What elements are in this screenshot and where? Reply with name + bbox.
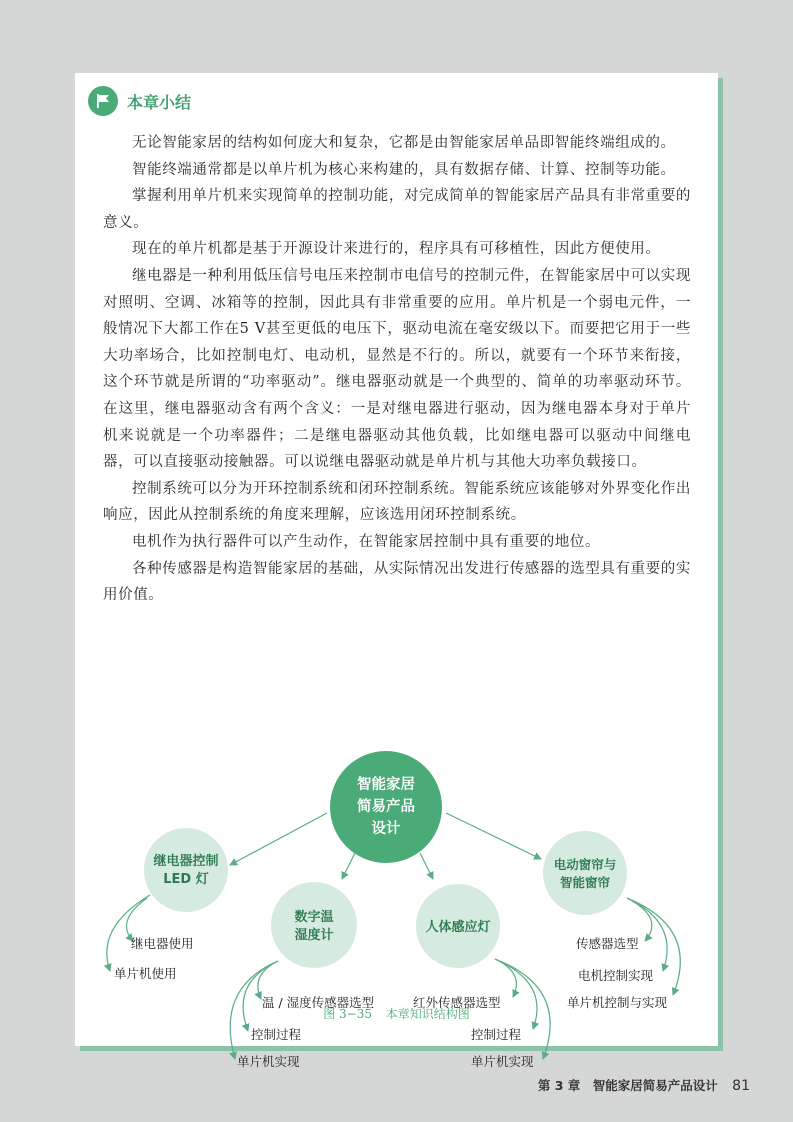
figure-caption	[75, 1005, 718, 1022]
node-label-line: LED 灯	[163, 872, 209, 887]
branch-item: 传感器选型	[576, 936, 639, 951]
node-label-line: 人体感应灯	[425, 920, 491, 935]
branch-item: 控制过程	[251, 1027, 302, 1042]
summary-text	[103, 130, 691, 609]
branch-item: 单片机使用	[114, 966, 177, 981]
section-header	[88, 86, 191, 116]
node-label-line: 湿度计	[294, 928, 334, 943]
branch-item: 温 / 湿度传感器选型	[262, 995, 375, 1010]
page-number: 81	[732, 1078, 750, 1094]
paragraph: 各种传感器是构造智能家居的基础，从实际情况出发进行传感器的选型具有重要的实用价值。	[103, 560, 691, 604]
center-label-line: 智能家居	[357, 777, 415, 793]
paragraph: 继电器是一种利用低压信号电压来控制市电信号的控制元件，在智能家居中可以实现对照明、空调、冰箱等的控制，因此具有非常重要的应用。单片机是一个弱电元件，一般情况下大都工作在5 V甚至更低的电压下，驱动电流在毫安级以下。而要把它用于一些大功率场合，比如控制电灯、电动机，显然是不行的。所以，就要有一个环节来衔接，这个环节就是所谓的“功率驱动”。继电器驱动就是一个典型的、简单的功率驱动环节。在这里，继电器驱动含有两个含义：一是对继电器进行驱动，因为继电器本身对于单片机来说就是一个功率器件；二是继电器驱动其他负载，比如继电器可以驱动中间继电器，可以直接驱动接触器。可以说继电器驱动就是单片机与其他大功率负载接口。	[103, 267, 691, 471]
topic-node-motion-light	[413, 884, 534, 1069]
center-node	[330, 751, 442, 863]
figure-title: 本章知识结构图	[385, 1007, 470, 1021]
page-footer	[538, 1076, 750, 1094]
branch-item: 继电器使用	[131, 936, 194, 951]
branch-item: 单片机实现	[471, 1054, 534, 1069]
node-label-line: 数字温	[294, 910, 334, 925]
paragraph: 电机作为执行器件可以产生动作，在智能家居控制中具有重要的地位。	[132, 533, 601, 550]
paragraph: 无论智能家居的结构如何庞大和复杂，它都是由智能家居单品即智能终端组成的。	[132, 135, 676, 151]
running-chapter-title: 第 3 章 智能家居简易产品设计	[537, 1078, 718, 1093]
branch-item: 电机控制实现	[578, 968, 654, 983]
topic-node-smart-curtain	[543, 831, 668, 1010]
center-label-line: 简易产品	[357, 799, 415, 815]
paragraph: 现在的单片机都是基于开源设计来进行的，程序具有可移植性，因此方便使用。	[132, 241, 661, 258]
topic-node-relay-led	[114, 828, 228, 981]
branch-item: 红外传感器选型	[413, 995, 501, 1010]
branch-item: 控制过程	[471, 1027, 522, 1042]
node-label-line: 电动窗帘与	[553, 857, 617, 872]
center-label-line: 设计	[371, 821, 401, 837]
figure-number: 图 3−35	[323, 1007, 372, 1021]
paragraph: 控制系统可以分为开环控制系统和闭环控制系统。智能系统应该能够对外界变化作出响应，因此从控制系统的角度来理解，应该选用闭环控制系统。	[103, 480, 691, 524]
summary-card	[75, 73, 718, 1069]
node-label-line: 继电器控制	[153, 854, 219, 869]
flag-icon	[88, 86, 118, 116]
branch-item: 单片机实现	[237, 1054, 300, 1069]
branch-item: 单片机控制与实现	[567, 995, 668, 1010]
section-title: 本章小结	[127, 92, 192, 112]
topic-node-thermo-hygrometer	[237, 882, 374, 1069]
paragraph: 掌握利用单片机来实现简单的控制功能，对完成简单的智能家居产品具有非常重要的意义。	[103, 188, 691, 231]
paragraph: 智能终端通常都是以单片机为核心来构建的，具有数据存储、计算、控制等功能。	[132, 161, 676, 178]
node-label-line: 智能窗帘	[559, 875, 611, 890]
